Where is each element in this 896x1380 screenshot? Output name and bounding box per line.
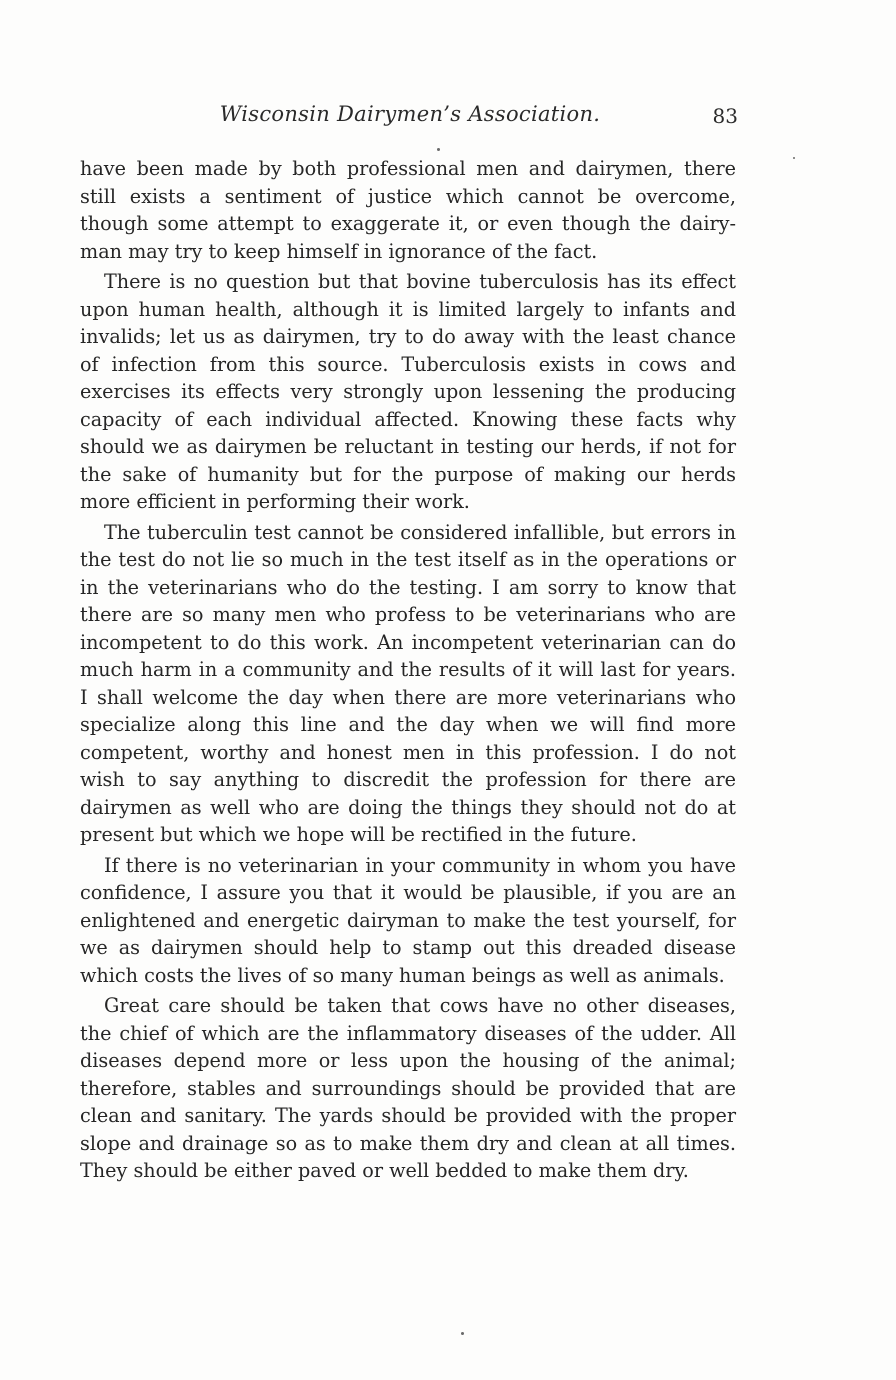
running-title: Wisconsin Dairymen’s Association. [219,102,601,126]
page-number: 83 [712,104,738,128]
paragraph-community-testing: If there is no veterinarian in your community in whom you have confidence, I assure you that it would be plausible, if you are an enlightened and energetic dairyman to make the test yourself, for we as dairymen should help to stamp out this dreaded disease which costs the lives of so many human beings as well as animals. [80,853,736,987]
print-speck [793,157,795,159]
paragraph-continued: have been made by both professional men and dairymen, there still exists a sentiment of justice which cannot be overcome, though some attempt to exaggerate it, or even though the dairyman may try to keep himself in ignorance of the fact. [80,157,736,263]
paragraph-udder-diseases: Great care should be taken that cows have no other diseases, the chief of which are the inflammatory diseases of the udder. All diseases depend more or less upon the housing of the animal; therefore, stables and surroundings should be provided that are clean and sanitary. The yards should be provided with the proper slope and drainage so as to make them dry and clean at all times. They should be either paved or well bedded to make them dry. [80,994,736,1182]
body-text [80,155,736,1188]
running-head [80,100,740,134]
paragraph-tuberculin-test: The tuberculin test cannot be considered infallible, but errors in the test do not lie so much in the test itself as in the operations or in the veterinarians who do the testing. I am sorry to know that there are so many men who profess to be veterinarians who are incompetent to do this work. An incompetent veterinarian can do much harm in a community and the results of it will last for years. I shall welcome the day when there are more veterinarians who specialize along this line and the day when we will find more competent, worthy and honest men in this profession. I do not wish to say anything to discredit the profession for there are dairymen as well who are doing the things they should not do at present but which we hope will be rectified in the future. [80,520,736,846]
print-speck [437,148,440,151]
paragraph-bovine-tuberculosis: There is no question but that bovine tuberculosis has its effect upon human health, although it is limited largely to infants and invalids; let us as dairymen, try to do away with the least chance of infection from this source. Tuberculosis exists in cows and exercises its effects very strongly upon lessening the producing capacity of each individual affected. Knowing these facts why should we as dairymen be reluctant in testing our herds, if not for the sake of humanity but for the purpose of making our herds more efficient in performing their work. [80,270,736,513]
print-speck [461,1332,464,1335]
